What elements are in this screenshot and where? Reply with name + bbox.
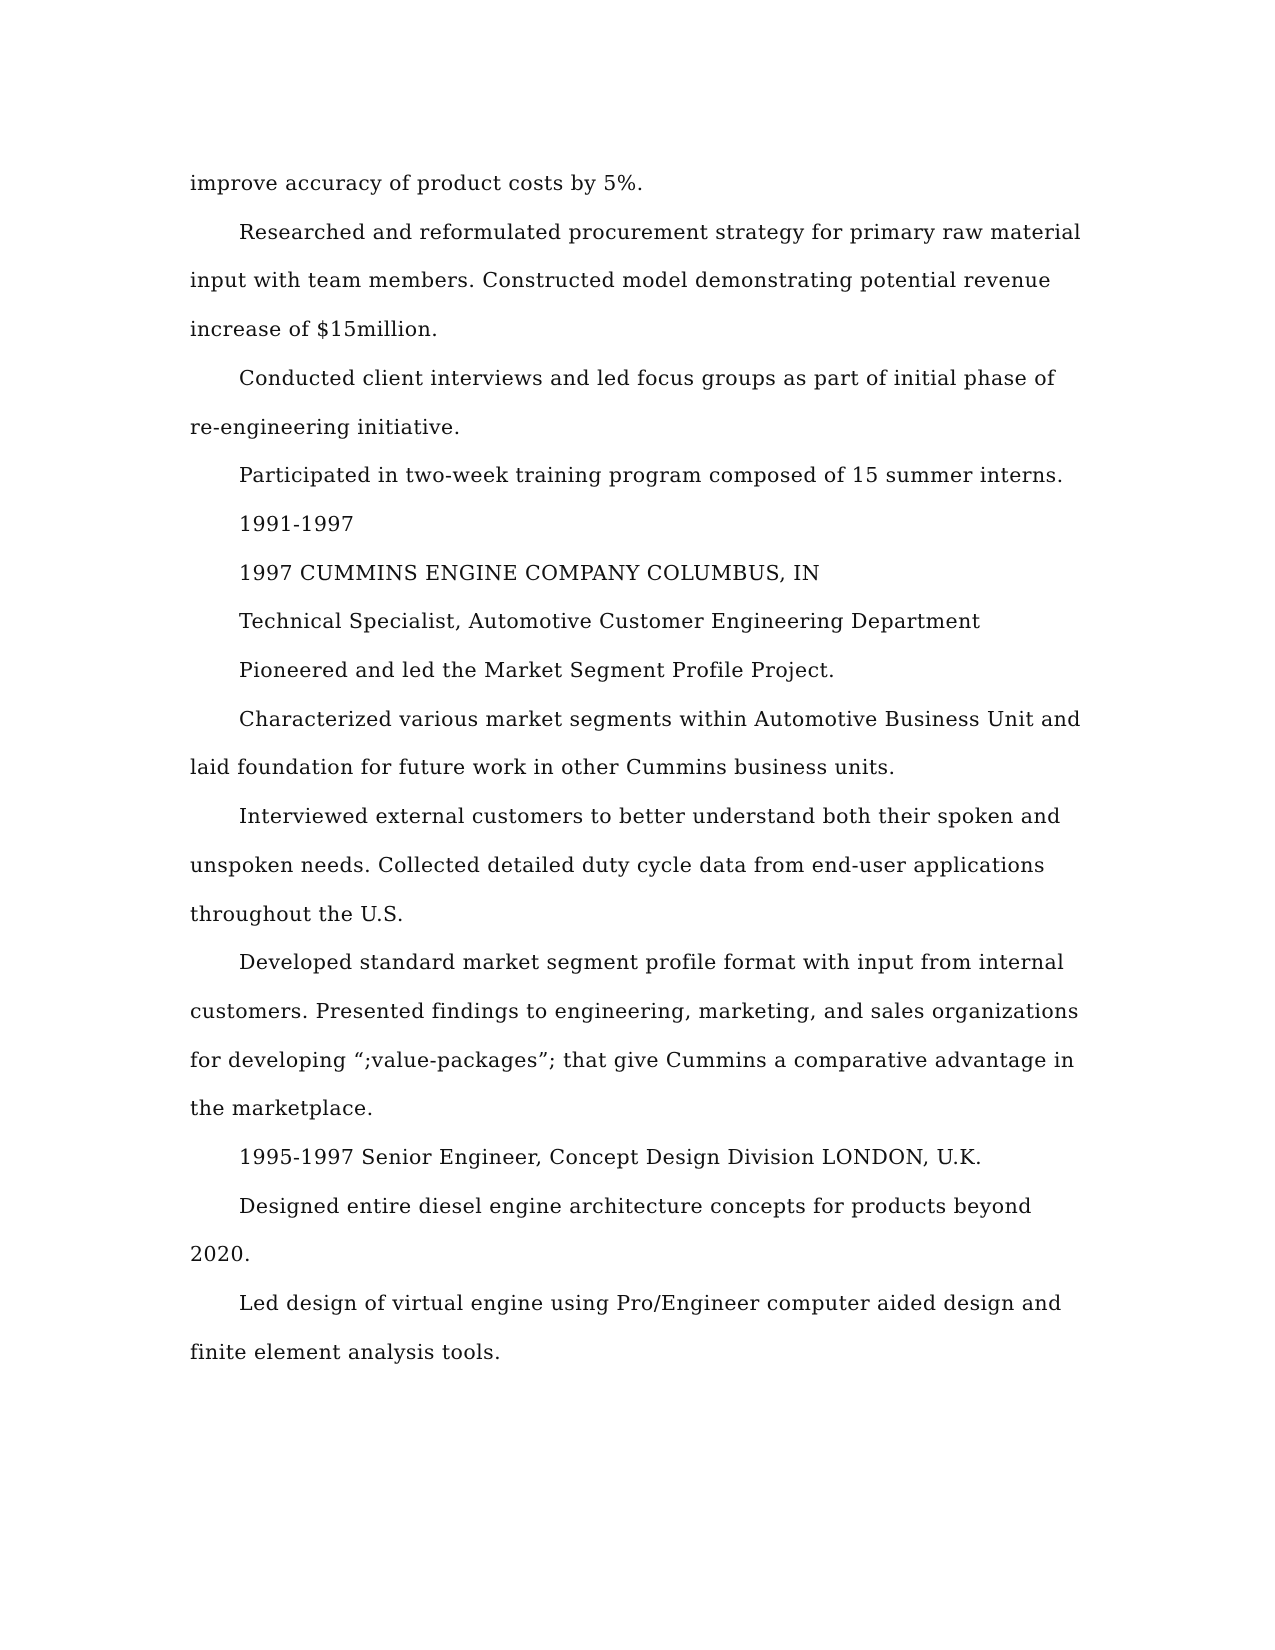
paragraph-market-segments: Characterized various market segments within Automotive Business Unit and laid foundation for future work in other Cummins business units. bbox=[190, 706, 1088, 780]
paragraph-job-title: Technical Specialist, Automotive Customer Engineering Department bbox=[239, 609, 981, 634]
paragraph-profile-format: Developed standard market segment profile format with input from internal customers. Presented findings to engineering, marketing, and sales organizations for developing “;value-packages”; that give Cummins a comparative advantage in the marketplace. bbox=[190, 950, 1086, 1121]
paragraph-date-range: 1991-1997 bbox=[239, 511, 355, 536]
document-body bbox=[190, 159, 1090, 1377]
paragraph-training-program: Participated in two-week training program composed of 15 summer interns. bbox=[239, 463, 1064, 488]
paragraph-procurement-strategy: Researched and reformulated procurement strategy for primary raw material input with team members. Constructed model demonstrating potential revenue increase of $15million. bbox=[190, 219, 1088, 342]
paragraph-engine-architecture: Designed entire diesel engine architecture concepts for products beyond 2020. bbox=[190, 1193, 1039, 1267]
paragraph-client-interviews: Conducted client interviews and led focus groups as part of initial phase of re-engineering initiative. bbox=[190, 365, 1063, 439]
paragraph-external-customers: Interviewed external customers to better understand both their spoken and unspoken needs. Collected detailed duty cycle data from end-user applications throughout the U.S. bbox=[190, 804, 1068, 926]
paragraph-product-costs: improve accuracy of product costs by 5%. bbox=[190, 171, 644, 195]
paragraph-employer-heading: 1997 CUMMINS ENGINE COMPANY COLUMBUS, IN bbox=[239, 560, 821, 585]
paragraph-virtual-engine: Led design of virtual engine using Pro/Engineer computer aided design and finite element analysis tools. bbox=[190, 1291, 1069, 1364]
paragraph-market-segment-project: Pioneered and led the Market Segment Profile Project. bbox=[239, 658, 836, 683]
paragraph-senior-engineer-heading: 1995-1997 Senior Engineer, Concept Design Division LONDON, U.K. bbox=[239, 1145, 983, 1170]
